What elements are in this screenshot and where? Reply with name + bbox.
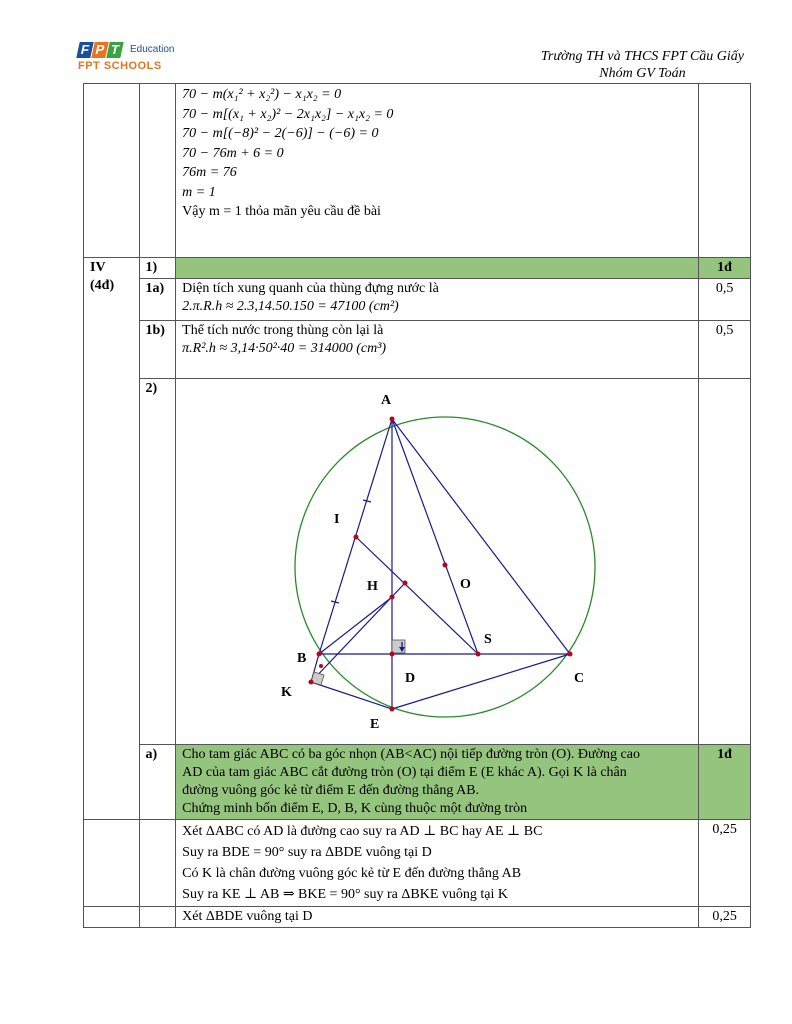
figure-cell — [176, 379, 699, 745]
problem-line: đường vuông góc kẻ từ điểm E đến đường thẳng AB. — [182, 783, 480, 798]
section-number: IV — [90, 260, 106, 275]
score-a: 1đ — [699, 745, 751, 820]
cell-empty — [699, 379, 751, 745]
segment-is — [356, 537, 478, 654]
fpt-letters — [78, 42, 122, 58]
problem-statement — [176, 745, 699, 820]
cell-empty — [139, 907, 176, 928]
answer-formula: 2.π.R.h ≈ 2.3,14.50.150 = 47100 (cm²) — [182, 299, 399, 314]
part-label: 1b) — [139, 321, 176, 379]
part-label: 2) — [139, 379, 176, 745]
answer-text: Thể tích nước trong thùng còn lại là — [182, 323, 384, 338]
segment-ao — [392, 419, 478, 654]
equation-block — [176, 84, 699, 258]
score-1b: 0,5 — [699, 321, 751, 379]
label-d: D — [405, 671, 416, 686]
part-label: a) — [139, 745, 176, 820]
answer-1b — [176, 321, 699, 379]
answer-table — [83, 83, 751, 928]
row-a-proof1 — [84, 820, 751, 907]
segment-bh — [319, 597, 392, 654]
row-a-problem — [84, 745, 751, 820]
cell-empty — [699, 84, 751, 258]
logo-letter-p: P — [91, 42, 108, 58]
row-a-proof2 — [84, 907, 751, 928]
dot-o — [443, 563, 448, 568]
school-name: Trường TH và THCS FPT Cầu Giấy — [540, 49, 744, 64]
label-c: C — [574, 671, 585, 686]
proof-line: Suy ra BDE = 90° suy ra ΔBDE vuông tại D — [182, 845, 432, 860]
segment-ke — [311, 682, 392, 709]
cell-empty — [84, 820, 140, 907]
dot-h2 — [403, 581, 408, 586]
label-s: S — [484, 632, 492, 647]
right-angle-d — [392, 640, 405, 653]
score-1a: 0,5 — [699, 279, 751, 321]
score-proof2: 0,25 — [699, 907, 751, 928]
row-top-equations — [84, 84, 751, 258]
proof-line-2: Xét ΔBDE vuông tại D — [176, 907, 699, 928]
label-b: B — [297, 651, 307, 666]
page-header — [541, 48, 744, 82]
dot-h — [390, 595, 395, 600]
part1-header — [176, 258, 699, 279]
row-part1 — [84, 258, 751, 279]
label-o: O — [460, 577, 472, 592]
equation-line: 70 − 76m + 6 = 0 — [182, 145, 284, 161]
equation-line: 70 − m[(−8)² − 2(−6)] − (−6) = 0 — [182, 126, 379, 141]
segment-ce — [392, 654, 570, 709]
equation-line: 70 − m[(x₁ + x₂)² − 2x₁x₂] − x₁x₂ = 0 — [182, 106, 394, 122]
part-label: 1) — [139, 258, 176, 279]
equation-line: m = 1 — [182, 184, 216, 200]
section-number-cell — [84, 258, 140, 820]
cell-empty — [84, 84, 140, 258]
section-points: (4đ) — [90, 278, 115, 293]
answer-1a — [176, 279, 699, 321]
dot-e — [390, 707, 395, 712]
equation-line: 76m = 76 — [182, 165, 237, 180]
dot-d — [390, 652, 395, 657]
dot-bh — [319, 664, 323, 668]
cell-empty — [139, 820, 176, 907]
dot-c — [568, 652, 573, 657]
label-a: A — [381, 393, 392, 408]
label-h: H — [367, 579, 379, 594]
conclusion-line: Vậy m = 1 thỏa mãn yêu cầu đề bài — [182, 204, 381, 219]
group-name: Nhóm GV Toán — [599, 66, 686, 81]
geometry-figure — [176, 379, 698, 743]
dot-i — [354, 535, 359, 540]
problem-line: Cho tam giác ABC có ba góc nhọn (AB<AC) nội tiếp đường tròn (O). Đường cao — [182, 747, 640, 762]
logo-education: Education — [130, 44, 175, 55]
dot-s — [476, 652, 481, 657]
row-1b — [84, 321, 751, 379]
proof-line: Có K là chân đường vuông góc kẻ từ E đến đường thẳng AB — [182, 866, 522, 881]
proof-line: Xét ΔABC có AD là đường cao suy ra AD ⊥ BC hay AE ⊥ BC — [182, 824, 543, 839]
cell-empty — [139, 84, 176, 258]
proof-block — [176, 820, 699, 907]
logo-letter-t: T — [106, 42, 123, 58]
dot-b — [317, 652, 322, 657]
logo-schools: FPT SCHOOLS — [78, 60, 162, 72]
cell-empty — [84, 907, 140, 928]
row-1a — [84, 279, 751, 321]
answer-text: Diện tích xung quanh của thùng đựng nước là — [182, 281, 439, 296]
problem-line: Chứng minh bốn điểm E, D, B, K cùng thuộc một đường tròn — [182, 801, 528, 816]
row-2-figure — [84, 379, 751, 745]
dot-a — [390, 417, 395, 422]
proof-line: Suy ra KE ⊥ AB ⇒ BKE = 90° suy ra ΔBKE vuông tại K — [182, 887, 508, 902]
label-k: K — [281, 685, 293, 700]
answer-formula: π.R².h ≈ 3,14·50²·40 = 314000 (cm³) — [182, 341, 387, 356]
fpt-logo — [78, 42, 174, 72]
equation-line: 70 − m(x₁² + x₂²) − x₁x₂ = 0 — [182, 87, 342, 102]
logo-letter-f: F — [76, 42, 93, 58]
score-proof1: 0,25 — [699, 820, 751, 907]
part1-score: 1đ — [699, 258, 751, 279]
label-e: E — [370, 717, 380, 732]
part-label: 1a) — [139, 279, 176, 321]
label-i: I — [334, 512, 340, 527]
problem-line: AD của tam giác ABC cắt đường tròn (O) tại điểm E (E khác A). Gọi K là chân — [182, 765, 627, 780]
dot-k — [309, 680, 314, 685]
